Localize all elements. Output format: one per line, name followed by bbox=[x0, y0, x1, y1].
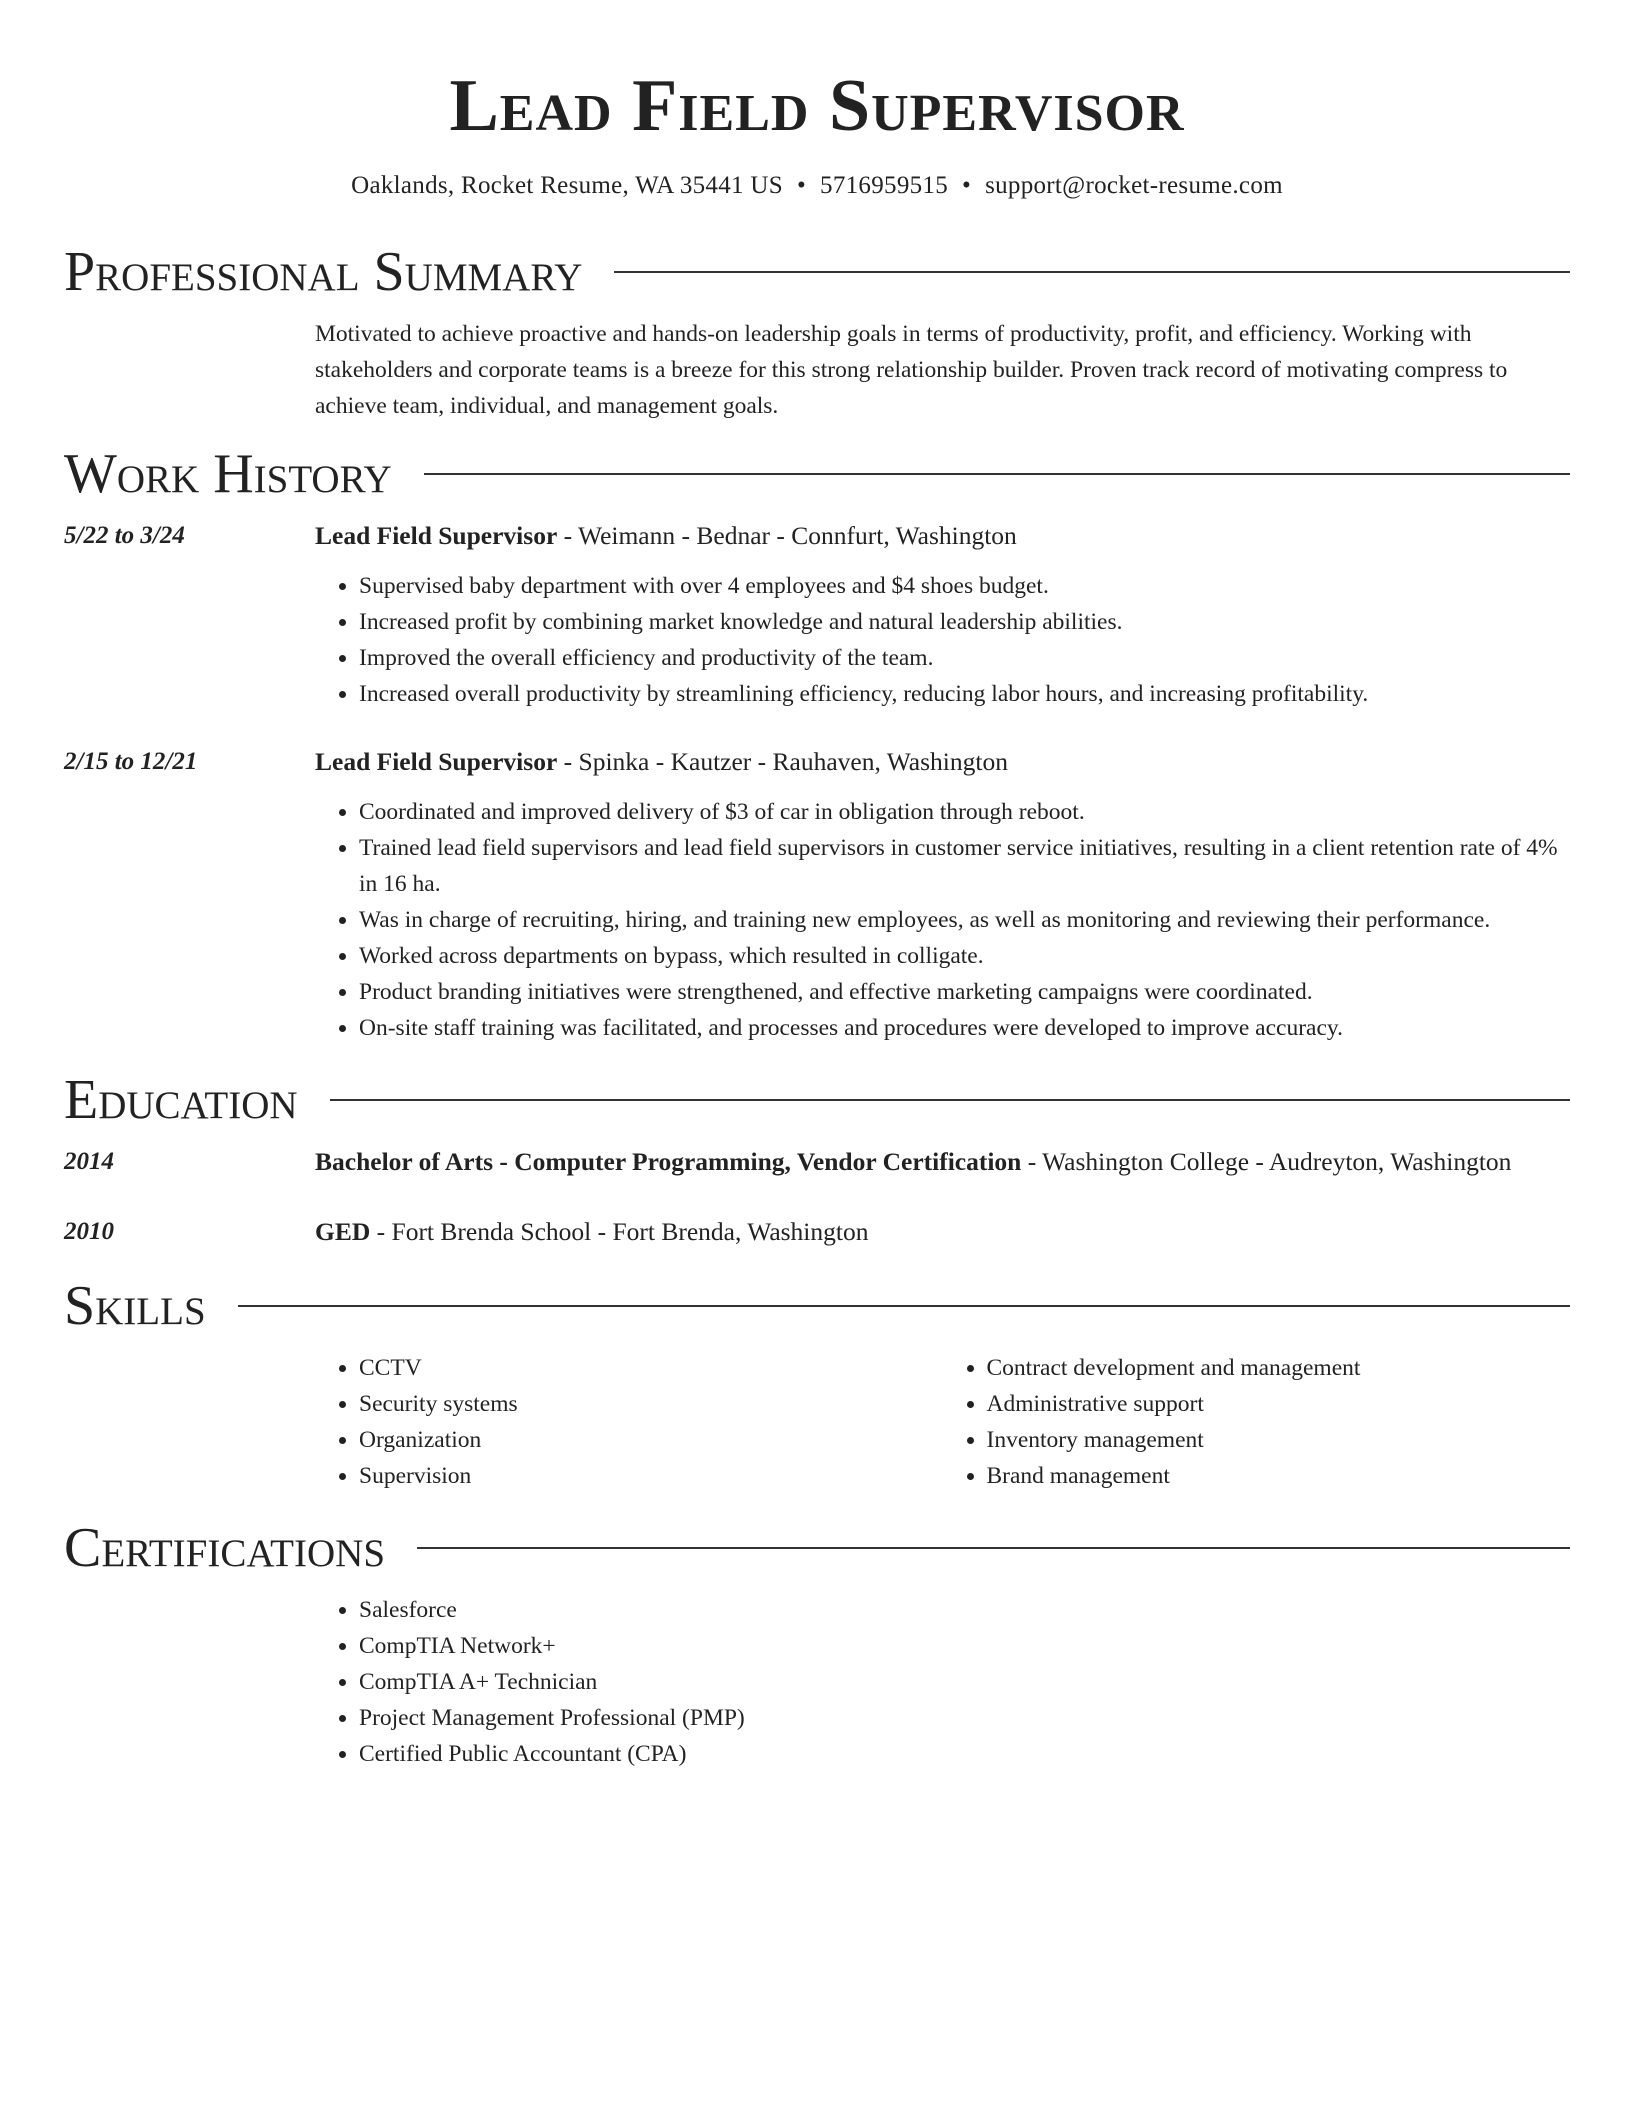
contact-line bbox=[64, 170, 1570, 202]
list-item: • Project Management Professional (PMP) bbox=[359, 1700, 1570, 1736]
education-headline bbox=[315, 1142, 1570, 1182]
job-title: Lead Field Supervisor bbox=[315, 747, 558, 776]
contact-email: support@rocket-resume.com bbox=[985, 172, 1283, 199]
section-title: Work History bbox=[64, 443, 392, 505]
contact-phone: 5716959515 bbox=[820, 172, 949, 199]
contact-separator: • bbox=[962, 172, 972, 199]
work-dates: 2/15 to 12/21 bbox=[64, 748, 198, 775]
work-dates: 5/22 to 3/24 bbox=[64, 522, 185, 549]
list-item: • Product branding initiatives were strengthened, and effective marketing campaigns were coordinated. bbox=[359, 974, 1570, 1010]
list-item: • Was in charge of recruiting, hiring, and training new employees, as well as monitoring and reviewing their performance. bbox=[359, 902, 1570, 938]
list-item: • Coordinated and improved delivery of $3 of car in obligation through reboot. bbox=[359, 794, 1570, 830]
job-bullets bbox=[315, 568, 1570, 712]
contact-address: Oaklands, Rocket Resume, WA 35441 US bbox=[351, 172, 783, 199]
skills-list-left bbox=[315, 1350, 943, 1494]
work-entry-body bbox=[315, 742, 1570, 1046]
summary-text: Motivated to achieve proactive and hands-on leadership goals in terms of productivity, profit, and efficiency. Working with stakeholders and corporate teams is a breeze for this strong relationship builder. Proven track record of motivating compress to achieve team, individual, and management goals. bbox=[315, 321, 1508, 419]
section-heading-education bbox=[64, 1068, 1570, 1132]
list-item: • Improved the overall efficiency and productivity of the team. bbox=[359, 640, 1570, 676]
section-rule bbox=[417, 1547, 1570, 1549]
section-heading-skills bbox=[64, 1274, 1570, 1338]
section-title: Certifications bbox=[64, 1517, 386, 1579]
contact-separator: • bbox=[796, 172, 807, 199]
list-item: • Worked across departments on bypass, which resulted in colligate. bbox=[359, 938, 1570, 974]
list-item: • CCTV bbox=[359, 1350, 943, 1386]
work-entry bbox=[64, 516, 1570, 712]
list-item: • Security systems bbox=[359, 1386, 943, 1422]
job-bullets bbox=[315, 794, 1570, 1046]
education-year: 2014 bbox=[64, 1148, 114, 1175]
list-item: • Supervision bbox=[359, 1458, 943, 1494]
list-item: • Administrative support bbox=[987, 1386, 1571, 1422]
list-item: • Inventory management bbox=[987, 1422, 1571, 1458]
list-item: • Certified Public Accountant (CPA) bbox=[359, 1736, 1570, 1772]
section-rule bbox=[238, 1305, 1570, 1307]
list-item: • On-site staff training was facilitated, and processes and procedures were developed to improve accuracy. bbox=[359, 1010, 1570, 1046]
resume-title: Lead Field Supervisor bbox=[449, 65, 1185, 147]
section-rule bbox=[330, 1099, 1570, 1101]
list-item: • Salesforce bbox=[359, 1592, 1570, 1628]
list-item: • Contract development and management bbox=[987, 1350, 1571, 1386]
section-title: Professional Summary bbox=[64, 241, 583, 303]
section-rule bbox=[614, 271, 1570, 273]
skills-list-right bbox=[943, 1350, 1571, 1494]
list-item: • Brand management bbox=[987, 1458, 1571, 1494]
list-item: • CompTIA A+ Technician bbox=[359, 1664, 1570, 1700]
work-headline bbox=[315, 516, 1570, 556]
resume-page bbox=[64, 0, 1570, 1772]
list-item: • CompTIA Network+ bbox=[359, 1628, 1570, 1664]
certifications-block bbox=[315, 1592, 1570, 1772]
work-headline bbox=[315, 742, 1570, 782]
list-item: • Increased profit by combining market knowledge and natural leadership abilities. bbox=[359, 604, 1570, 640]
list-item: • Organization bbox=[359, 1422, 943, 1458]
work-entry bbox=[64, 742, 1570, 1046]
degree: GED bbox=[315, 1217, 371, 1246]
section-title: Skills bbox=[64, 1275, 206, 1337]
job-details: - Spinka - Kautzer - Rauhaven, Washington bbox=[557, 747, 1008, 776]
work-entry-body bbox=[315, 516, 1570, 712]
job-details: - Weimann - Bednar - Connfurt, Washington bbox=[557, 521, 1017, 550]
section-heading-summary bbox=[64, 240, 1570, 304]
education-entry bbox=[64, 1212, 1570, 1252]
list-item: • Trained lead field supervisors and lead field supervisors in customer service initiatives, resulting in a client retention rate of 4% in 16 ha. bbox=[359, 830, 1570, 902]
section-heading-certifications bbox=[64, 1516, 1570, 1580]
section-rule bbox=[424, 473, 1570, 475]
school-details: - Washington College - Audreyton, Washington bbox=[1021, 1147, 1512, 1176]
job-title: Lead Field Supervisor bbox=[315, 521, 558, 550]
school-details: - Fort Brenda School - Fort Brenda, Washington bbox=[370, 1217, 869, 1246]
education-year: 2010 bbox=[64, 1218, 114, 1245]
certifications-list bbox=[315, 1592, 1570, 1772]
list-item: • Increased overall productivity by streamlining efficiency, reducing labor hours, and increasing profitability. bbox=[359, 676, 1570, 712]
list-item: • Supervised baby department with over 4 employees and $4 shoes budget. bbox=[359, 568, 1570, 604]
section-heading-work-history bbox=[64, 442, 1570, 506]
degree: Bachelor of Arts - Computer Programming, Vendor Certification bbox=[315, 1147, 1022, 1176]
education-entry bbox=[64, 1142, 1570, 1182]
skills-columns bbox=[315, 1350, 1570, 1494]
education-headline bbox=[315, 1212, 1570, 1252]
section-title: Education bbox=[64, 1069, 298, 1131]
